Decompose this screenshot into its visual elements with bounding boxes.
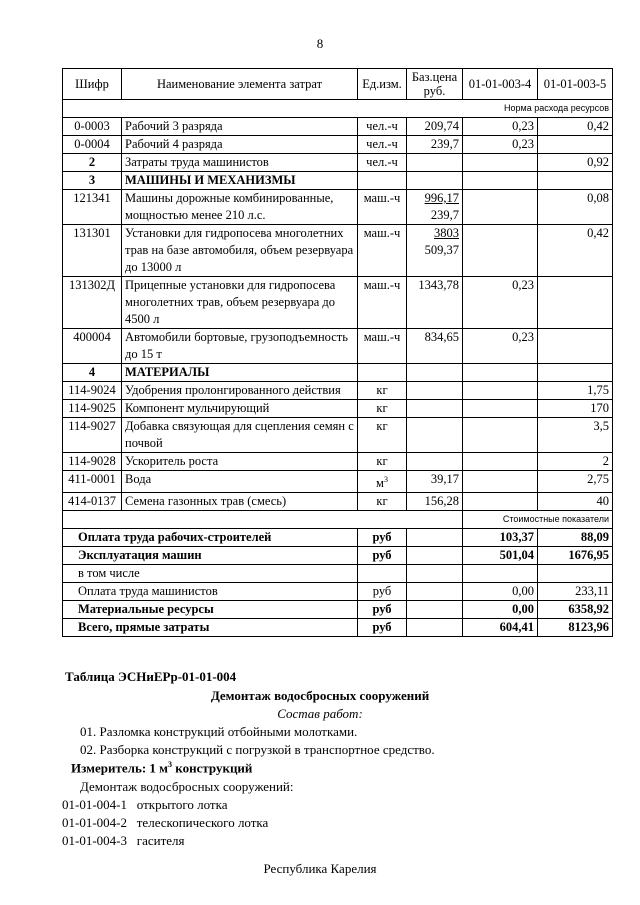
table-row bbox=[63, 190, 613, 225]
table-row bbox=[63, 154, 613, 172]
table-cell-price: 209,74 bbox=[407, 118, 463, 136]
cost-name: Эксплуатация машин bbox=[63, 547, 358, 565]
table-cell-unit: кг bbox=[358, 493, 407, 511]
table-cell-name: Добавка связующая для сцепления семян с почвой bbox=[122, 418, 358, 453]
cost-col2: 6358,92 bbox=[538, 601, 613, 619]
cost-empty bbox=[407, 547, 463, 565]
table-row bbox=[63, 364, 613, 382]
table-cell-unit: маш.-ч bbox=[358, 190, 407, 225]
resource-table bbox=[62, 68, 613, 637]
table-cell-price: 239,7 bbox=[407, 136, 463, 154]
table-cell-code: 114-9028 bbox=[63, 453, 122, 471]
table-cell-code: 0-0003 bbox=[63, 118, 122, 136]
cost-row bbox=[63, 583, 613, 601]
table-row bbox=[63, 382, 613, 400]
cost-row bbox=[63, 547, 613, 565]
table-cell-unit: кг bbox=[358, 418, 407, 453]
resource-rows bbox=[63, 118, 613, 511]
works-caption: Состав работ: bbox=[277, 706, 363, 721]
table-cell-col1: 0,23 bbox=[463, 136, 538, 154]
cost-col1 bbox=[463, 565, 538, 583]
cost-empty bbox=[407, 565, 463, 583]
cost-col1: 0,00 bbox=[463, 601, 538, 619]
table-row bbox=[63, 471, 613, 493]
cost-name: Материальные ресурсы bbox=[63, 601, 358, 619]
table-cell-col2 bbox=[538, 329, 613, 364]
table-cell-code: 414-0137 bbox=[63, 493, 122, 511]
norm-caption: Норма расхода ресурсов bbox=[63, 100, 613, 118]
meter: Измеритель: 1 $м^3$ конструкций bbox=[71, 760, 253, 776]
cost-col1: 0,00 bbox=[463, 583, 538, 601]
table-row bbox=[63, 453, 613, 471]
table-cell-col2: 0,42 bbox=[538, 225, 613, 277]
table-cell-code: 2 bbox=[63, 154, 122, 172]
work-item: 01. Разломка конструкций отбойными молотками. bbox=[80, 724, 358, 739]
table-cell-unit: чел.-ч bbox=[358, 136, 407, 154]
cost-name: Оплата труда рабочих-строителей bbox=[63, 529, 358, 547]
header-unit: Ед.изм. bbox=[358, 69, 407, 100]
table-cell-code: 400004 bbox=[63, 329, 122, 364]
table-cell-col2 bbox=[538, 136, 613, 154]
table-cell-code: 4 bbox=[63, 364, 122, 382]
table-cell-price: 39,17 bbox=[407, 471, 463, 493]
cost-caption: Стоимостные показатели bbox=[463, 511, 613, 529]
table-cell-code: 3 bbox=[63, 172, 122, 190]
table-cell-name: Автомобили бортовые, грузоподъемность до 15 т bbox=[122, 329, 358, 364]
table-cell-name: МАШИНЫ И МЕХАНИЗМЫ bbox=[122, 172, 358, 190]
table-cell-unit bbox=[358, 172, 407, 190]
table-row bbox=[63, 118, 613, 136]
list-item: 01-01-004-3 гасителя bbox=[62, 833, 185, 848]
table-cell-col1: 0,23 bbox=[463, 329, 538, 364]
footer: Республика Карелия bbox=[263, 861, 377, 876]
table-cell-col2: 0,92 bbox=[538, 154, 613, 172]
table-cell-price bbox=[407, 418, 463, 453]
table-label: Таблица ЭСНиЕРр-01-01-004 bbox=[65, 669, 237, 684]
table-cell-code: 131302Д bbox=[63, 277, 122, 329]
cost-col2: 1676,95 bbox=[538, 547, 613, 565]
cost-col2 bbox=[538, 565, 613, 583]
table-cell-name: Рабочий 3 разряда bbox=[122, 118, 358, 136]
table-cell-unit: чел.-ч bbox=[358, 154, 407, 172]
table-cell-name: Затраты труда машинистов bbox=[122, 154, 358, 172]
table-cell-code: 121341 bbox=[63, 190, 122, 225]
table-cell-col2: 170 bbox=[538, 400, 613, 418]
cost-row bbox=[63, 565, 613, 583]
table-cell-col2 bbox=[538, 172, 613, 190]
table-cell-name: Машины дорожные комбинированные, мощностью менее 210 л.с. bbox=[122, 190, 358, 225]
table-cell-price bbox=[407, 172, 463, 190]
cost-unit: руб bbox=[358, 583, 407, 601]
table-cell-col1 bbox=[463, 172, 538, 190]
table-cell-col2 bbox=[538, 277, 613, 329]
table-cell-code: 114-9024 bbox=[63, 382, 122, 400]
cost-name: Всего, прямые затраты bbox=[63, 619, 358, 637]
cost-unit: руб bbox=[358, 601, 407, 619]
table-cell-col2: 2,75 bbox=[538, 471, 613, 493]
table-cell-col2: 2 bbox=[538, 453, 613, 471]
table-cell-price: 1343,78 bbox=[407, 277, 463, 329]
table-cell-price bbox=[407, 364, 463, 382]
list-item: 01-01-004-1 открытого лотка bbox=[62, 797, 228, 812]
cost-unit bbox=[358, 565, 407, 583]
table-cell-name: Ускоритель роста bbox=[122, 453, 358, 471]
list-item: 01-01-004-2 телескопического лотка bbox=[62, 815, 269, 830]
table-cell-unit: маш.-ч bbox=[358, 329, 407, 364]
header-code: Шифр bbox=[63, 69, 122, 100]
norm-caption-row bbox=[63, 100, 613, 118]
header-col1: 01-01-003-4 bbox=[463, 69, 538, 100]
cost-name: Оплата труда машинистов bbox=[63, 583, 358, 601]
table-cell-col2 bbox=[538, 364, 613, 382]
table-cell-name: Установки для гидропосева многолетних трав на базе автомобиля, объем резервуара до 13000 л bbox=[122, 225, 358, 277]
table-cell-name: Вода bbox=[122, 471, 358, 493]
table-cell-price: 834,65 bbox=[407, 329, 463, 364]
table-row bbox=[63, 172, 613, 190]
section-title: Демонтаж водосбросных сооружений bbox=[210, 688, 430, 703]
table-cell-unit: маш.-ч bbox=[358, 277, 407, 329]
table-cell-unit: $м^3$ bbox=[358, 471, 407, 493]
page-number: 8 bbox=[316, 36, 324, 51]
table-cell-col1 bbox=[463, 154, 538, 172]
table-cell-col1 bbox=[463, 453, 538, 471]
table-cell-col2: 3,5 bbox=[538, 418, 613, 453]
table-cell-price bbox=[407, 453, 463, 471]
table-cell-col1 bbox=[463, 190, 538, 225]
table-cell-unit: кг bbox=[358, 400, 407, 418]
cost-col2: 233,11 bbox=[538, 583, 613, 601]
table-cell-col1 bbox=[463, 225, 538, 277]
cost-col1: 501,04 bbox=[463, 547, 538, 565]
table-cell-name: Семена газонных трав (смесь) bbox=[122, 493, 358, 511]
cost-name: в том числе bbox=[63, 565, 358, 583]
table-cell-name: Прицепные установки для гидропосева многолетних трав, объем резервуара до 4500 л bbox=[122, 277, 358, 329]
cost-row bbox=[63, 529, 613, 547]
table-cell-col2: 1,75 bbox=[538, 382, 613, 400]
table-cell-code: 0-0004 bbox=[63, 136, 122, 154]
table-row bbox=[63, 136, 613, 154]
table-row bbox=[63, 225, 613, 277]
cost-unit: руб bbox=[358, 547, 407, 565]
table-cell-price: 996,17 239,7 bbox=[407, 190, 463, 225]
table-row bbox=[63, 277, 613, 329]
table-cell-col2: 0,08 bbox=[538, 190, 613, 225]
table-cell-col2: 0,42 bbox=[538, 118, 613, 136]
table-cell-code: 131301 bbox=[63, 225, 122, 277]
cost-col1: 604,41 bbox=[463, 619, 538, 637]
table-cell-unit: чел.-ч bbox=[358, 118, 407, 136]
table-cell-name: МАТЕРИАЛЫ bbox=[122, 364, 358, 382]
table-row bbox=[63, 418, 613, 453]
table-cell-price bbox=[407, 400, 463, 418]
table-cell-name: Удобрения пролонгированного действия bbox=[122, 382, 358, 400]
table-cell-unit: кг bbox=[358, 382, 407, 400]
cost-empty bbox=[407, 583, 463, 601]
table-row bbox=[63, 329, 613, 364]
table-cell-name: Компонент мульчирующий bbox=[122, 400, 358, 418]
cost-rows bbox=[63, 529, 613, 637]
cost-col1: 103,37 bbox=[463, 529, 538, 547]
header-name: Наименование элемента затрат bbox=[122, 69, 358, 100]
table-cell-name: Рабочий 4 разряда bbox=[122, 136, 358, 154]
table-cell-col1 bbox=[463, 400, 538, 418]
table-cell-code: 411-0001 bbox=[63, 471, 122, 493]
header-col2: 01-01-003-5 bbox=[538, 69, 613, 100]
table-cell-col1 bbox=[463, 382, 538, 400]
table-cell-unit: кг bbox=[358, 453, 407, 471]
cost-empty bbox=[407, 529, 463, 547]
cost-empty bbox=[407, 601, 463, 619]
table-row bbox=[63, 400, 613, 418]
cost-row bbox=[63, 601, 613, 619]
table-cell-col1 bbox=[463, 364, 538, 382]
cost-col2: 88,09 bbox=[538, 529, 613, 547]
table-cell-col2: 40 bbox=[538, 493, 613, 511]
table-cell-col1: 0,23 bbox=[463, 277, 538, 329]
header-row bbox=[63, 69, 613, 100]
table-cell-col1 bbox=[463, 418, 538, 453]
cost-unit: руб bbox=[358, 529, 407, 547]
table-cell-unit: маш.-ч bbox=[358, 225, 407, 277]
cost-unit: руб bbox=[358, 619, 407, 637]
table-cell-price: 3803 509,37 bbox=[407, 225, 463, 277]
cost-col2: 8123,96 bbox=[538, 619, 613, 637]
cost-empty bbox=[407, 619, 463, 637]
work-item: 02. Разборка конструкций с погрузкой в транспортное средство. bbox=[80, 742, 435, 757]
table-cell-price bbox=[407, 382, 463, 400]
table-row bbox=[63, 493, 613, 511]
table-cell-unit bbox=[358, 364, 407, 382]
header-price: Баз.цена руб. bbox=[407, 69, 463, 100]
cost-caption-row bbox=[63, 511, 613, 529]
list-caption: Демонтаж водосбросных сооружений: bbox=[80, 779, 294, 794]
table-cell-price bbox=[407, 154, 463, 172]
table-cell-col1 bbox=[463, 471, 538, 493]
table-cell-price: 156,28 bbox=[407, 493, 463, 511]
table-cell-code: 114-9025 bbox=[63, 400, 122, 418]
table-cell-code: 114-9027 bbox=[63, 418, 122, 453]
table-cell-col1 bbox=[463, 493, 538, 511]
cost-row bbox=[63, 619, 613, 637]
table-cell-col1: 0,23 bbox=[463, 118, 538, 136]
